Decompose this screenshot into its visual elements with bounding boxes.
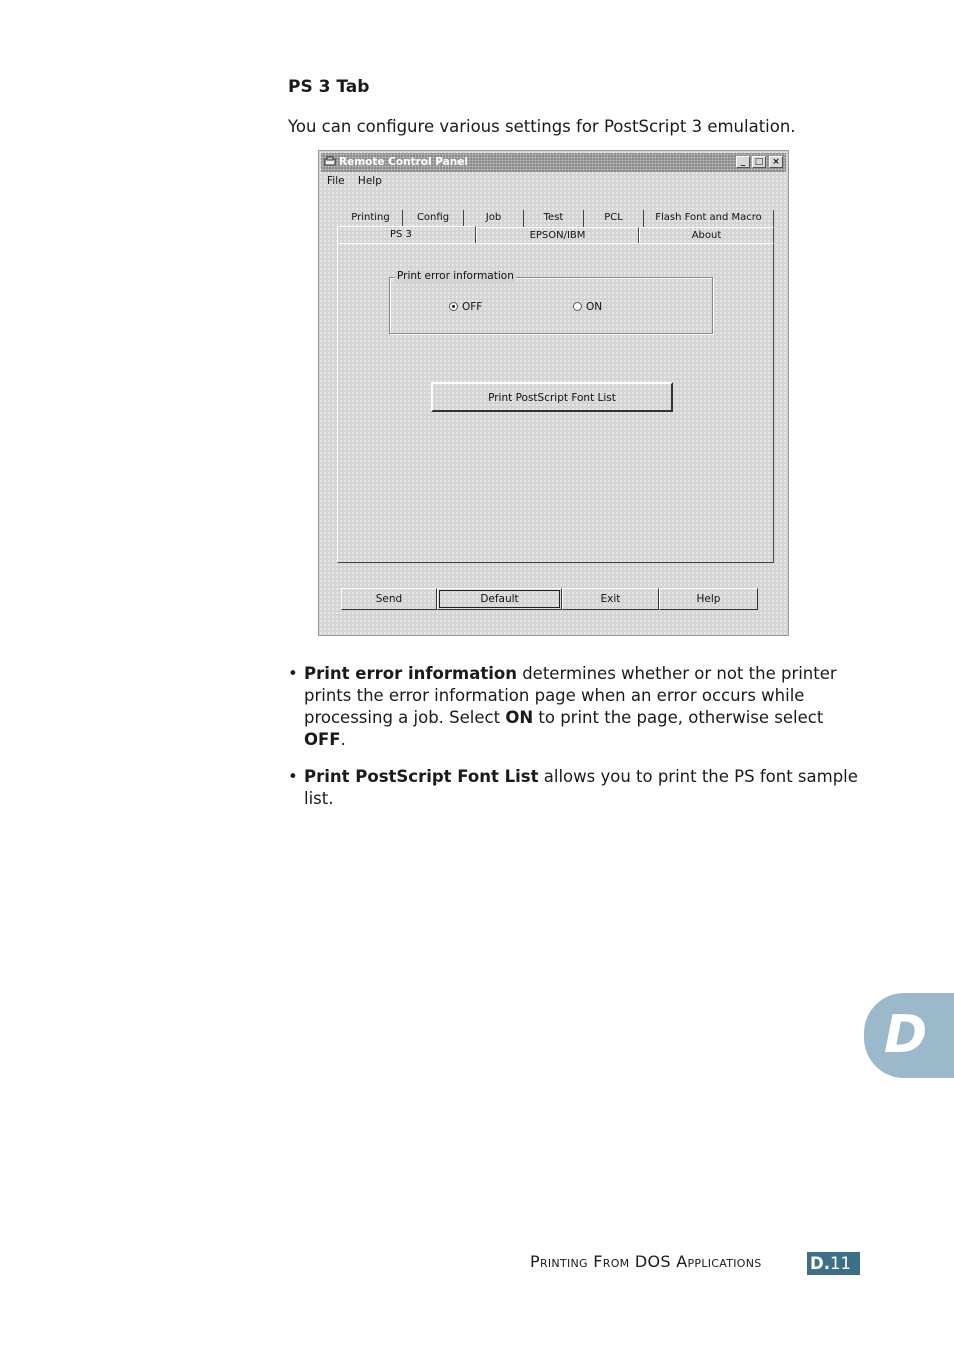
- print-error-groupbox: [389, 277, 713, 334]
- close-button[interactable]: ×: [769, 156, 783, 168]
- menu-bar: [327, 175, 392, 187]
- help-button[interactable]: Help: [659, 588, 758, 610]
- description: .: [340, 730, 346, 749]
- menu-help[interactable]: Help: [357, 175, 382, 187]
- chapter-side-tab: [864, 993, 954, 1078]
- term: Print error information: [304, 664, 517, 683]
- page-number: 11: [829, 1254, 851, 1273]
- description: to print the page, otherwise select: [533, 708, 824, 727]
- bullet-mark: •: [288, 767, 298, 786]
- intro-paragraph: You can configure various settings for PostScript 3 emulation.: [288, 117, 796, 136]
- footer-section-title: [530, 1252, 762, 1271]
- default-button[interactable]: Default: [437, 588, 562, 610]
- exit-button[interactable]: Exit: [562, 588, 659, 610]
- chapter-letter: D: [884, 1005, 928, 1065]
- radio-off-selected-icon: [449, 302, 458, 311]
- app-icon: [324, 156, 336, 168]
- description: determines whether or not the printer prints the error information page when an error occurs while processing a job. Select: [304, 664, 837, 727]
- tab-pcl[interactable]: PCL: [584, 210, 644, 227]
- print-postscript-font-list-button[interactable]: Print PostScript Font List: [431, 382, 673, 412]
- tab-about[interactable]: About: [639, 227, 774, 244]
- bullet-mark: •: [288, 664, 298, 683]
- term: Print PostScript Font List: [304, 767, 539, 786]
- term-on: ON: [505, 708, 534, 727]
- radio-on-unselected-icon: [573, 302, 582, 311]
- tab-flash-font-and-macro[interactable]: Flash Font and Macro: [644, 210, 774, 227]
- term-off: OFF: [304, 730, 341, 749]
- tab-config[interactable]: Config: [403, 210, 464, 227]
- radio-on-label: ON: [586, 301, 603, 313]
- page-prefix: D.: [810, 1254, 830, 1273]
- menu-file[interactable]: File: [327, 175, 345, 187]
- send-button[interactable]: Send: [341, 588, 437, 610]
- tab-ps3[interactable]: PS 3: [337, 226, 476, 243]
- remote-control-panel-screenshot: [318, 150, 789, 636]
- tab-epson-ibm[interactable]: EPSON/IBM: [476, 227, 639, 244]
- bullet-print-postscript-font-list: [288, 766, 858, 810]
- radio-off[interactable]: [449, 301, 482, 313]
- bullet-list: [288, 663, 858, 825]
- section-heading: PS 3 Tab: [288, 77, 370, 97]
- footer-title-text: Printing From DOS Applications: [530, 1252, 762, 1271]
- radio-on[interactable]: [573, 301, 602, 313]
- page-number-box: [807, 1252, 860, 1275]
- tab-printing[interactable]: Printing: [339, 210, 403, 227]
- bullet-print-error-information: [288, 663, 858, 751]
- description: allows you to print the PS font sample list.: [304, 767, 858, 808]
- maximize-button[interactable]: □: [752, 156, 766, 168]
- tab-job[interactable]: Job: [464, 210, 524, 227]
- tab-test[interactable]: Test: [524, 210, 584, 227]
- radio-off-label: OFF: [462, 301, 483, 313]
- window-titlebar: [321, 153, 786, 172]
- minimize-button[interactable]: _: [736, 156, 750, 168]
- print-error-group-label: Print error information: [397, 270, 514, 282]
- window-title: Remote Control Panel: [339, 156, 468, 168]
